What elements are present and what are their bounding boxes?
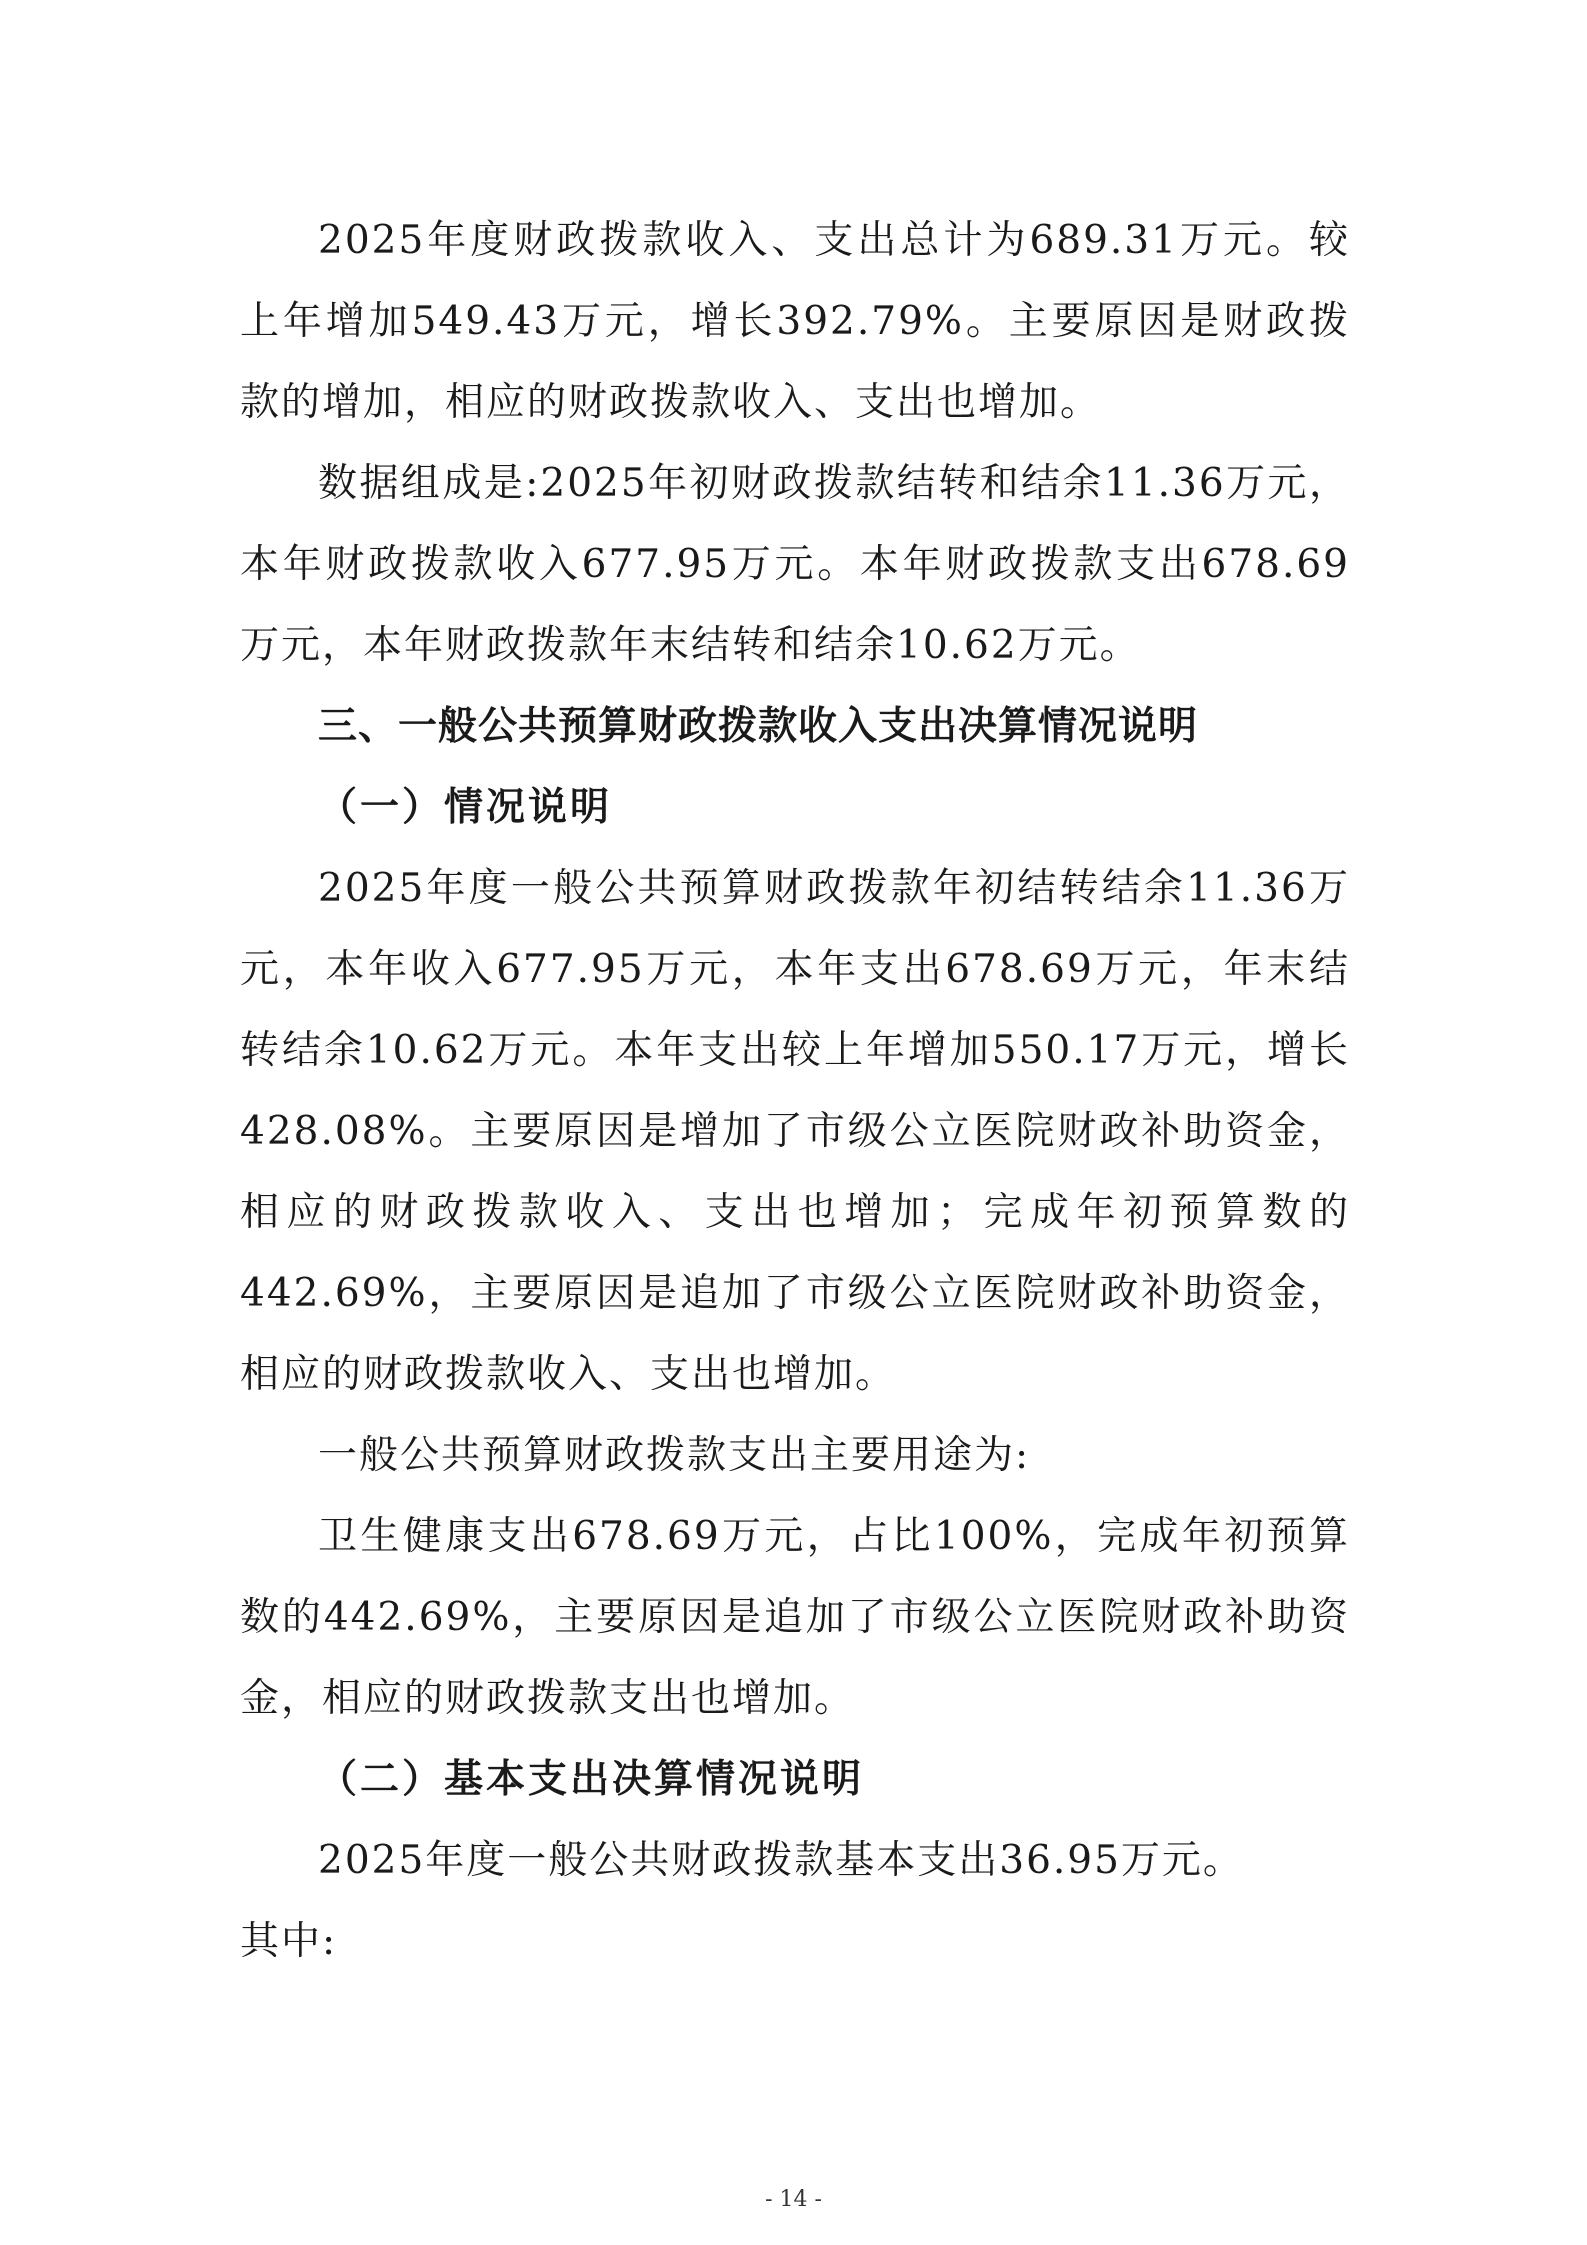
subheading-situation: （一）情况说明 — [318, 784, 613, 830]
paragraph-health-expense: 卫生健康支出678.69万元，占比100%，完成年初预算数的442.69%，主要原因是追加了市级公立医院财政补助资金，相应的财政拨款支出也增加。 — [240, 1514, 1350, 1721]
paragraph-data-composition: 数据组成是:2025年初财政拨款结转和结余11.36万元，本年财政拨款收入677.95万元。本年财政拨款支出678.69万元，本年财政拨款年末结转和结余10.62万元。 — [240, 461, 1350, 668]
paragraph-general-budget-detail: 2025年度一般公共预算财政拨款年初结转结余11.36万元，本年收入677.95万元，本年支出678.69万元，年末结转结余10.62万元。本年支出较上年增加550.17万元，增长428.08%。主要原因是增加了市级公立医院财政补助资金，相应的财政拨款收入、支出也增加；完成年初预算数的442.69%，主要原因是追加了市级公立医院财政补助资金，相应的财政拨款收入、支出也增加。 — [240, 866, 1350, 1397]
paragraph-total-income-expense: 2025年度财政拨款收入、支出总计为689.31万元。较上年增加549.43万元，增长392.79%。主要原因是财政拨款的增加，相应的财政拨款收入、支出也增加。 — [240, 218, 1350, 425]
section-heading-general-budget: 三、一般公共预算财政拨款收入支出决算情况说明 — [318, 704, 1199, 749]
paragraph-basic-expense: 2025年度一般公共财政拨款基本支出36.95万元。 — [318, 1838, 1244, 1883]
paragraph-main-uses: 一般公共预算财政拨款支出主要用途为: — [318, 1433, 1031, 1478]
subheading-basic-expense: （二）基本支出决算情况说明 — [318, 1756, 865, 1802]
document-body — [240, 200, 1350, 1982]
page-number: - 14 - — [765, 2187, 822, 2212]
paragraph-among-which: 其中: — [240, 1919, 338, 1964]
